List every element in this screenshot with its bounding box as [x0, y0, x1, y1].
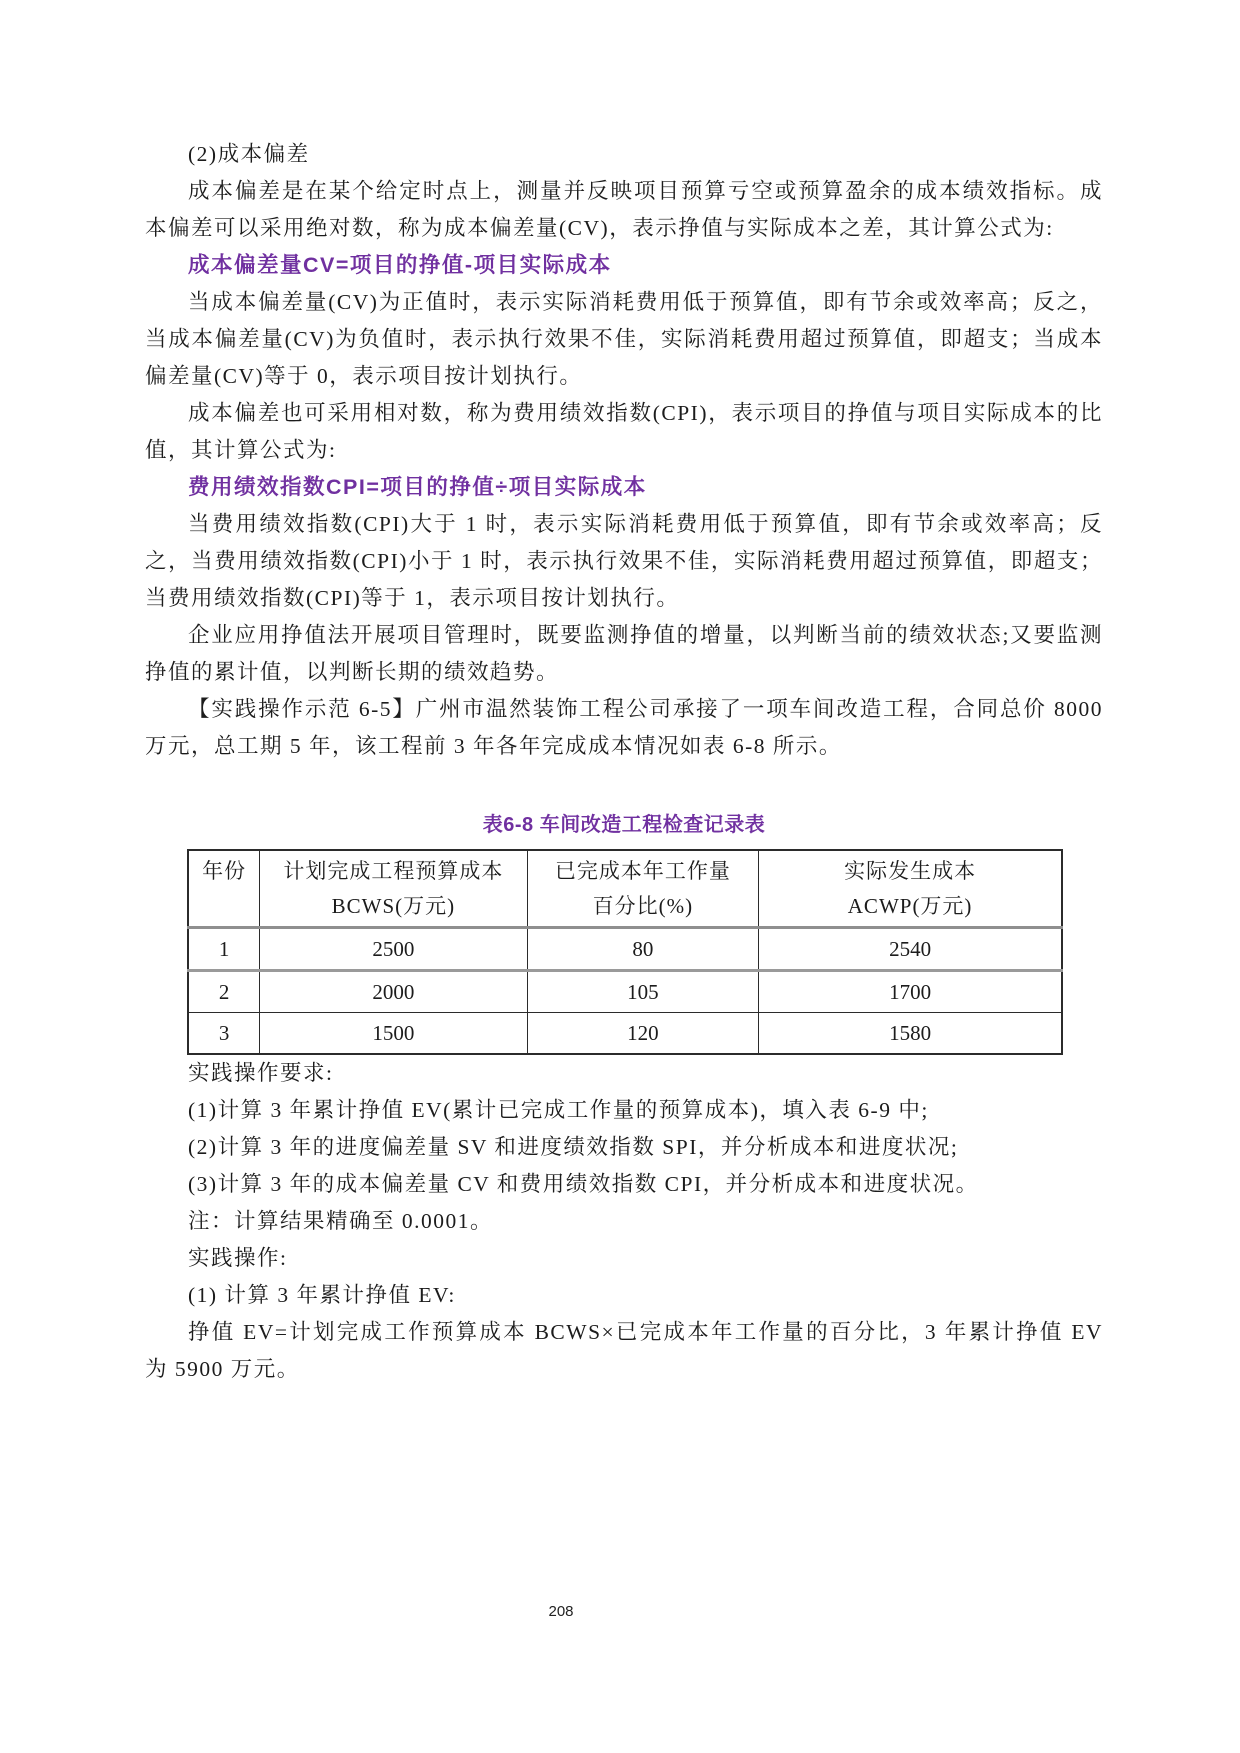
page-content	[145, 136, 1103, 1388]
page-number: 208	[548, 1603, 574, 1620]
cell-percent: 80	[527, 928, 759, 971]
para-note: 注：计算结果精确至 0.0001。	[188, 1209, 494, 1233]
para-requirement-3: (3)计算 3 年的成本偏差量 CV 和费用绩效指数 CPI，并分析成本和进度状况。	[188, 1172, 979, 1196]
cell-percent: 120	[527, 1013, 759, 1055]
para-practice-example: 【实践操作示范 6-5】广州市温然装饰工程公司承接了一项车间改造工程，合同总价 8000 万元，总工期 5 年，该工程前 3 年各年完成成本情况如表 6-8 所示。	[145, 697, 1103, 758]
header-line: 年份	[202, 859, 247, 883]
para-cpi-intro: 成本偏差也可采用相对数，称为费用绩效指数(CPI)，表示项目的挣值与项目实际成本的比值，其计算公式为:	[145, 401, 1103, 462]
cell-acwp: 1580	[759, 1013, 1062, 1055]
para-earned-value-monitoring: 企业应用挣值法开展项目管理时，既要监测挣值的增量，以判断当前的绩效状态;又要监测挣值的累计值，以判断长期的绩效趋势。	[145, 623, 1103, 684]
formula-cpi: 费用绩效指数CPI=项目的挣值÷项目实际成本	[188, 475, 647, 499]
heading-cost-variance: (2)成本偏差	[188, 142, 310, 166]
para-cost-variance-intro: 成本偏差是在某个给定时点上，测量并反映项目预算亏空或预算盈余的成本绩效指标。成本偏差可以采用绝对数，称为成本偏差量(CV)，表示挣值与实际成本之差，其计算公式为:	[145, 179, 1103, 240]
para-cv-interpretation: 当成本偏差量(CV)为正值时，表示实际消耗费用低于预算值，即有节余或效率高；反之，当成本偏差量(CV)为负值时，表示执行效果不佳，实际消耗费用超过预算值，即超支；当成本偏差量(CV)等于 0，表示项目按计划执行。	[145, 290, 1103, 388]
table-header-percent	[527, 850, 759, 928]
table-title: 表6-8 车间改造工程检查记录表	[482, 814, 766, 836]
cell-acwp: 2540	[759, 928, 1062, 971]
header-line: 实际发生成本	[844, 859, 977, 883]
cell-bcws: 1500	[260, 1013, 527, 1055]
header-line: ACWP(万元)	[847, 894, 973, 918]
header-line: 已完成本年工作量	[554, 859, 731, 883]
cell-bcws: 2500	[260, 928, 527, 971]
inspection-record-table	[187, 849, 1063, 1055]
cell-acwp: 1700	[759, 971, 1062, 1013]
para-practice-requirements-title: 实践操作要求:	[188, 1061, 334, 1085]
para-operation-step-1: (1) 计算 3 年累计挣值 EV:	[188, 1283, 456, 1307]
table-row	[188, 928, 1062, 971]
table-header-year	[188, 850, 260, 928]
table-row	[188, 1013, 1062, 1055]
header-line: 百分比(%)	[592, 894, 694, 918]
para-requirement-2: (2)计算 3 年的进度偏差量 SV 和进度绩效指数 SPI，并分析成本和进度状况;	[188, 1135, 959, 1159]
header-line: 计划完成工程预算成本	[283, 859, 504, 883]
cell-year: 3	[188, 1013, 260, 1055]
para-requirement-1: (1)计算 3 年累计挣值 EV(累计已完成工作量的预算成本)，填入表 6-9 中;	[188, 1098, 929, 1122]
table-header-row	[188, 850, 1062, 928]
formula-cost-variance: 成本偏差量CV=项目的挣值-项目实际成本	[188, 253, 612, 277]
cell-percent: 105	[527, 971, 759, 1013]
header-line: BCWS(万元)	[331, 894, 456, 918]
para-practice-operation-title: 实践操作:	[188, 1246, 288, 1270]
para-cpi-interpretation: 当费用绩效指数(CPI)大于 1 时，表示实际消耗费用低于预算值，即有节余或效率高；反之，当费用绩效指数(CPI)小于 1 时，表示执行效果不佳，实际消耗费用超过预算值，即超支；当费用绩效指数(CPI)等于 1，表示项目按计划执行。	[145, 512, 1103, 610]
table-row	[188, 971, 1062, 1013]
cell-year: 1	[188, 928, 260, 971]
cell-bcws: 2000	[260, 971, 527, 1013]
cell-year: 2	[188, 971, 260, 1013]
table-header-acwp	[759, 850, 1062, 928]
para-ev-calculation: 挣值 EV=计划完成工作预算成本 BCWS×已完成本年工作量的百分比，3 年累计挣值 EV 为 5900 万元。	[145, 1320, 1103, 1381]
table-header-bcws	[260, 850, 527, 928]
